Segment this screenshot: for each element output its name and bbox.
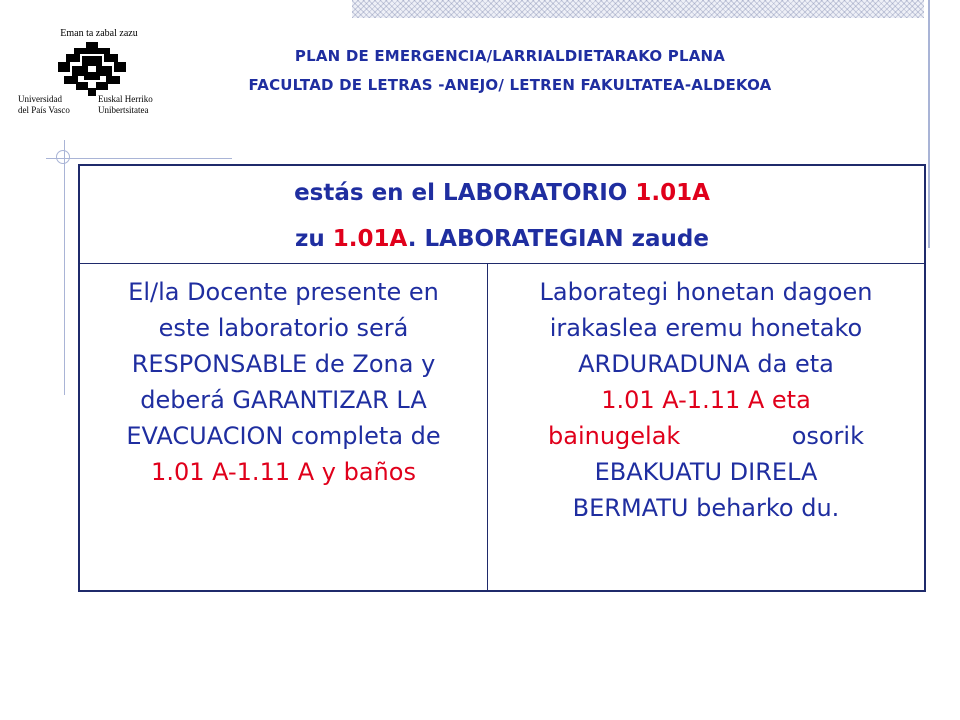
page-header: [160, 42, 860, 100]
left-decor-line: [64, 140, 65, 395]
header-pattern-decoration: [352, 0, 924, 18]
header-title-line2: FACULTAD DE LETRAS -ANEJO/ LETREN FAKULTATEA-ALDEKOA: [248, 76, 772, 94]
right-decor-line: [928, 0, 930, 248]
location-info-table: [78, 164, 926, 592]
university-logo: [14, 28, 164, 124]
evacuation-area-eu: 1.01 A-1.11 A eta: [601, 386, 811, 414]
room-number-eu: 1.01A: [332, 226, 408, 252]
header-title-line1: PLAN DE EMERGENCIA/LARRIALDIETARAKO PLANA: [294, 47, 726, 65]
logo-tagline: Eman ta zabal zazu: [60, 28, 138, 39]
decor-circle: [56, 150, 70, 164]
location-title-es: estás en el LABORATORIO 1.01A: [294, 180, 710, 206]
room-number-es: 1.01A: [635, 180, 710, 206]
instructions-eu: Laborategi honetan dagoen irakaslea eremu honetako ARDURADUNA da eta 1.01 A-1.11 A eta bainugelak osorik EBAKUATU DIRELA BERMATU beharko du.: [488, 264, 924, 590]
logo-name-eu: Euskal Herriko Unibertsitatea: [98, 94, 153, 115]
evacuation-area-eu-baths: bainugelak: [548, 422, 681, 450]
logo-name-es: Universidad del País Vasco: [18, 94, 70, 115]
location-title: [80, 166, 924, 264]
top-decor-line: [46, 158, 232, 159]
evacuation-area-es: 1.01 A-1.11 A y baños: [151, 458, 416, 486]
instructions-es: El/la Docente presente en este laboratorio será RESPONSABLE de Zona y deberá GARANTIZAR LA EVACUACION completa de 1.01 A-1.11 A y baños: [80, 264, 488, 590]
upv-ehu-logo-icon: [52, 40, 132, 100]
location-title-eu: zu 1.01A. LABORATEGIAN zaude: [294, 226, 709, 252]
